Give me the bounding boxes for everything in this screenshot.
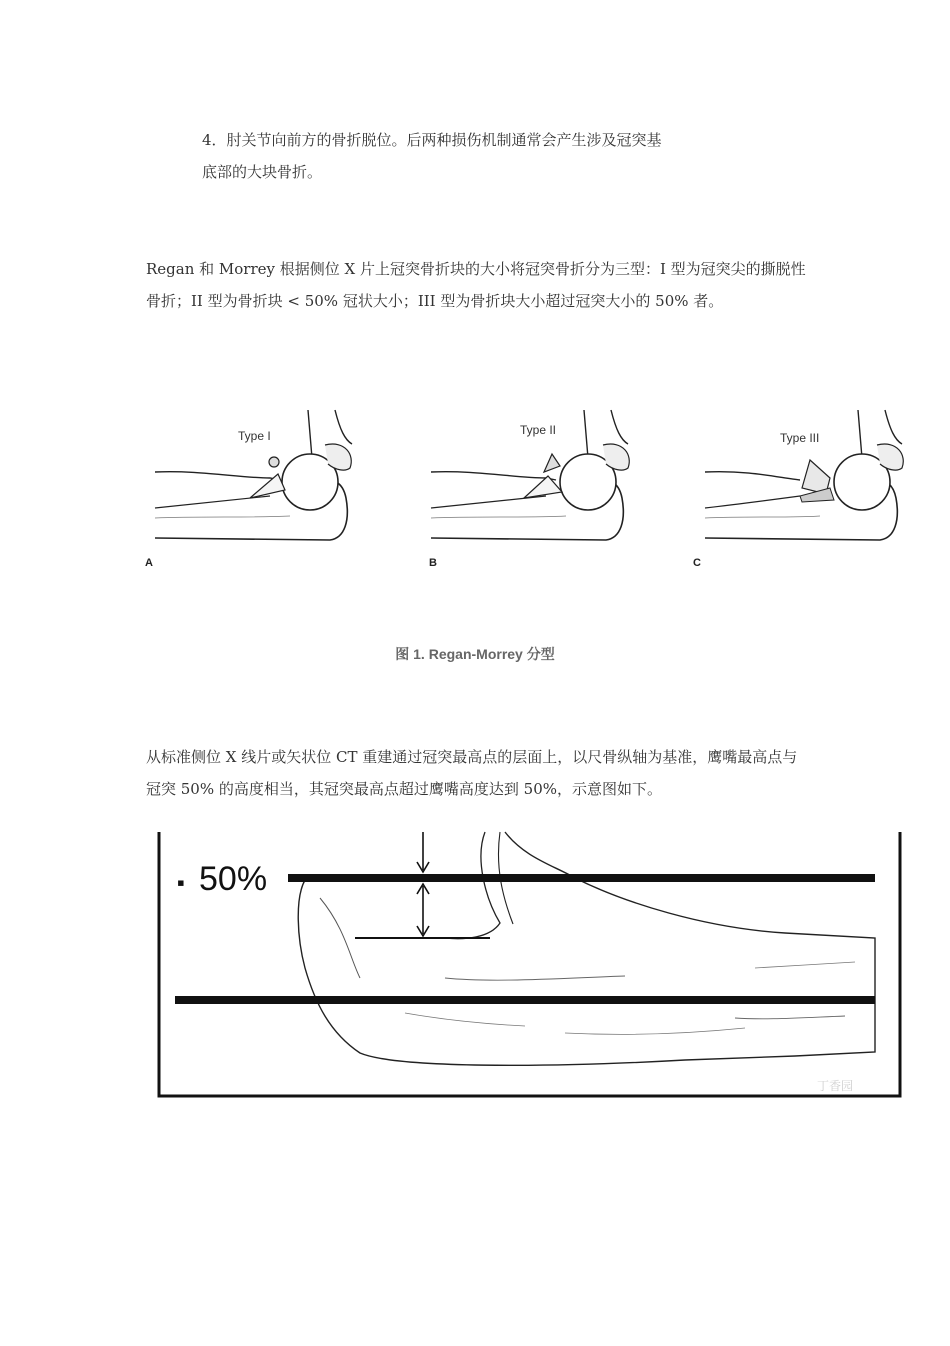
figure-panel-c — [693, 410, 903, 569]
paragraph-mechanism — [202, 124, 762, 188]
figure-caption: 图 1. Regan-Morrey 分型 — [395, 646, 555, 662]
figure-fifty-percent-diagram — [145, 828, 915, 1113]
figure-regan-morrey-types — [140, 400, 910, 580]
ulna-outline — [298, 832, 875, 1065]
panel-letter: A — [145, 557, 153, 569]
label-bullet: ▪ — [177, 870, 185, 895]
watermark-logo: 丁香园 — [817, 1079, 854, 1093]
type-label: Type III — [780, 431, 820, 445]
type-label: Type I — [238, 429, 271, 443]
fifty-percent-label: 50% — [199, 860, 268, 898]
paragraph-classification: Regan 和 Morrey 根据侧位 X 片上冠突骨折块的大小将冠突骨折分为三型：I 型为冠突尖的撕脱性骨折；II 型为骨折块 < 50% 冠状大小；III 型为骨折块大小超过冠突大小的 50% 者。 — [146, 260, 806, 310]
panel-letter: C — [693, 557, 701, 569]
panel-letter: B — [429, 557, 437, 569]
type-label: Type II — [520, 423, 557, 437]
paragraph-line: 底部的大块骨折。 — [202, 163, 323, 181]
figure-panel-a — [145, 410, 352, 569]
figure-panel-b — [429, 410, 629, 569]
paragraph-line: 4．肘关节向前方的骨折脱位。后两种损伤机制通常会产生涉及冠突基 — [202, 131, 662, 149]
paragraph-measurement: 从标准侧位 X 线片或矢状位 CT 重建通过冠突最高点的层面上，以尺骨纵轴为基准，鹰嘴最高点与冠突 50% 的高度相当，其冠突最高点超过鹰嘴高度达到 50%，示意图如下。 — [146, 748, 798, 798]
